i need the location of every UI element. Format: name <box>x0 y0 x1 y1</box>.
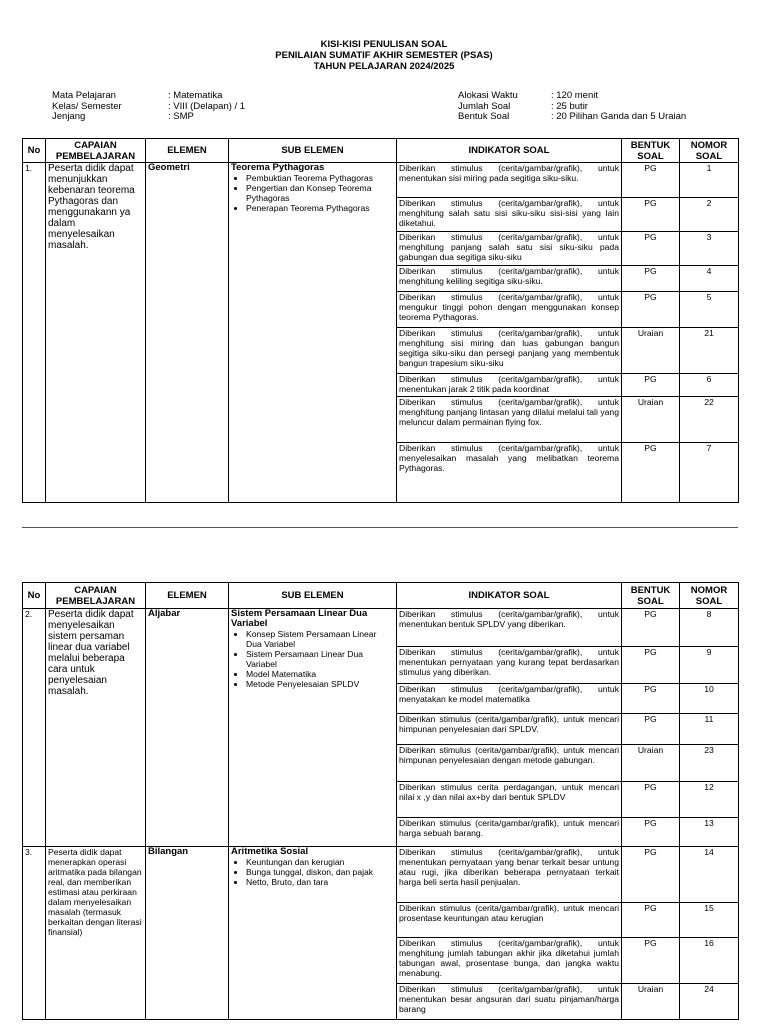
indikator-cell: Diberikan stimulus (cerita/gambar/grafik), untuk menghitung panjang lintasan yang dilalui melalui tali yang meluncur dalam permainan flying fox. <box>397 397 622 443</box>
meta-value: : 120 menit <box>551 90 598 101</box>
sub-elemen-title: Teorema Pythagoras <box>231 162 325 173</box>
elemen-cell: Bilangan <box>146 847 229 1020</box>
indikator-cell: Diberikan stimulus (cerita/gambar/grafik), untuk mengukur tinggi pohon dengan menggunakan konsep teorema Pythagoras. <box>397 292 622 328</box>
bentuk-cell: Uraian <box>622 745 680 782</box>
bentuk-cell: Uraian <box>622 984 680 1020</box>
bentuk-cell: PG <box>622 847 680 903</box>
list-item: • Pengertian dan Konsep Teorema Pythagoras <box>246 183 394 203</box>
capaian-cell: Peserta didik dapat menerapkan operasi aritmatika pada bilangan real, dan memberikan estimasi atau perkiraan dalam menyelesaikan masalah (termasuk berkaitan dengan literasi finansial) <box>46 847 146 1020</box>
indikator-cell: Diberikan stimulus (cerita/gambar/grafik), untuk menentukan besar angsuran dari suatu pinjaman/harga barang <box>397 984 622 1020</box>
nomor-cell: 16 <box>680 938 739 984</box>
table-row <box>23 847 739 903</box>
nomor-cell: 7 <box>680 443 739 503</box>
nomor-cell: 22 <box>680 397 739 443</box>
table-row <box>23 163 739 198</box>
nomor-cell: 4 <box>680 266 739 292</box>
page-divider <box>22 527 738 528</box>
list-item: • Bunga tunggal, diskon, dan pajak <box>246 867 394 877</box>
bentuk-cell: PG <box>622 374 680 397</box>
sub-elemen-title: Sistem Persamaan Linear Dua Variabel <box>231 608 368 629</box>
list-item: • Keuntungan dan kerugian <box>246 857 394 867</box>
sub-elemen-list <box>231 629 394 689</box>
col-bentuk: BENTUK SOAL <box>622 139 680 163</box>
col-no: No <box>23 583 46 609</box>
indikator-cell: Diberikan stimulus (cerita/gambar/grafik), untuk menghitung keliling segitiga siku-siku. <box>397 266 622 292</box>
indikator-cell: Diberikan stimulus (cerita/gambar/grafik), untuk menentukan bentuk SPLDV yang diberikan. <box>397 609 622 647</box>
bentuk-cell: PG <box>622 903 680 938</box>
indikator-cell: Diberikan stimulus cerita perdagangan, untuk mencari nilai x ,y dan nilai ax+by dari bentuk SPLDV <box>397 782 622 818</box>
nomor-cell: 11 <box>680 714 739 745</box>
meta-right <box>458 91 686 123</box>
bentuk-cell: PG <box>622 684 680 714</box>
col-no: No <box>23 139 46 163</box>
list-item: • Netto, Bruto, dan tara <box>246 877 394 887</box>
table-header <box>23 583 739 609</box>
nomor-cell: 14 <box>680 847 739 903</box>
nomor-cell: 5 <box>680 292 739 328</box>
nomor-cell: 10 <box>680 684 739 714</box>
indikator-cell: Diberikan stimulus (cerita/gambar/grafik), untuk mencari harga sebuah barang. <box>397 818 622 847</box>
col-nomor: NOMOR SOAL <box>680 583 739 609</box>
nomor-cell: 23 <box>680 745 739 782</box>
col-capaian: CAPAIAN PEMBELAJARAN <box>46 583 146 609</box>
sub-elemen-cell <box>229 847 397 1020</box>
bentuk-cell: PG <box>622 292 680 328</box>
table-row <box>23 609 739 647</box>
list-item: • Model Matematika <box>246 669 394 679</box>
list-item: • Metode Penyelesaian SPLDV <box>246 679 394 689</box>
col-indikator: INDIKATOR SOAL <box>397 139 622 163</box>
sub-elemen-cell <box>229 609 397 847</box>
bentuk-cell: PG <box>622 647 680 684</box>
kisi-table-2 <box>22 582 739 1020</box>
bentuk-cell: PG <box>622 198 680 232</box>
row-no: 1. <box>23 163 46 503</box>
nomor-cell: 1 <box>680 163 739 198</box>
list-item: • Pembuktian Teorema Pythagoras <box>246 173 394 183</box>
meta-value: : 20 Pilihan Ganda dan 5 Uraian <box>551 111 687 122</box>
elemen-cell: Aljabar <box>146 609 229 847</box>
indikator-cell: Diberikan stimulus (cerita/gambar/grafik), untuk menghitung panjang salah satu sisi siku-siku pada gabungan dua segitiga siku-siku <box>397 232 622 266</box>
sub-elemen-list <box>231 857 394 887</box>
doc-title-3: TAHUN PELAJARAN 2024/2025 <box>313 61 455 72</box>
bentuk-cell: PG <box>622 938 680 984</box>
col-bentuk: BENTUK SOAL <box>622 583 680 609</box>
meta-label: Jumlah Soal <box>458 100 511 112</box>
bentuk-cell: PG <box>622 232 680 266</box>
bentuk-cell: PG <box>622 163 680 198</box>
kisi-table-1 <box>22 138 739 503</box>
table-header <box>23 139 739 163</box>
col-indikator: INDIKATOR SOAL <box>397 583 622 609</box>
sub-elemen-cell <box>229 163 397 503</box>
col-nomor: NOMOR SOAL <box>680 139 739 163</box>
indikator-cell: Diberikan stimulus (cerita/gambar/grafik), untuk menghitung sisi miring dan luas gabungan bangun segitiga siku-siku dan persegi panjang yang membentuk bangun trapesium siku-siku <box>397 328 622 374</box>
col-capaian: CAPAIAN PEMBELAJARAN <box>46 139 146 163</box>
nomor-cell: 2 <box>680 198 739 232</box>
list-item: • Penerapan Teorema Pythagoras <box>246 203 394 213</box>
bentuk-cell: PG <box>622 818 680 847</box>
col-sub-elemen: SUB ELEMEN <box>229 583 397 609</box>
meta-value: : 25 butir <box>551 100 588 112</box>
indikator-cell: Diberikan stimulus (cerita/gambar/grafik), untuk menentukan jarak 2 titik pada koordinat <box>397 374 622 397</box>
meta-label: Kelas/ Semester <box>52 100 122 112</box>
indikator-cell: Diberikan stimulus (cerita/gambar/grafik), untuk menyatakan ke model matematika <box>397 684 622 714</box>
meta-label: Mata Pelajaran <box>52 90 116 101</box>
nomor-cell: 15 <box>680 903 739 938</box>
nomor-cell: 8 <box>680 609 739 647</box>
indikator-cell: Diberikan stimulus (cerita/gambar/grafik), untuk mencari himpunan penyelesaian dengan metode gabungan. <box>397 745 622 782</box>
list-item: • Konsep Sistem Persamaan Linear Dua Variabel <box>246 629 394 649</box>
doc-title-2: PENILAIAN SUMATIF AKHIR SEMESTER (PSAS) <box>275 50 493 61</box>
nomor-cell: 9 <box>680 647 739 684</box>
nomor-cell: 24 <box>680 984 739 1020</box>
row-no: 2. <box>23 609 46 847</box>
bentuk-cell: PG <box>622 714 680 745</box>
indikator-cell: Diberikan stimulus (cerita/gambar/grafik), untuk menentukan pernyataan yang kurang tepat berdasarkan stimulus yang diberikan. <box>397 647 622 684</box>
meta-left <box>52 91 245 123</box>
indikator-cell: Diberikan stimulus (cerita/gambar/grafik), untuk mencari himpunan penyelesaian dari SPLDV. <box>397 714 622 745</box>
nomor-cell: 3 <box>680 232 739 266</box>
list-item: • Sistem Persamaan Linear Dua Variabel <box>246 649 394 669</box>
nomor-cell: 21 <box>680 328 739 374</box>
capaian-cell: Peserta didik dapat menyelesaikan sistem persaman linear dua variabel melalui beberapa cara untuk penyelesaian masalah. <box>46 609 146 847</box>
meta-value: : Matematika <box>168 90 223 101</box>
meta-label: Bentuk Soal <box>458 111 510 122</box>
bentuk-cell: PG <box>622 266 680 292</box>
sub-elemen-title: Aritmetika Sosial <box>231 846 309 857</box>
nomor-cell: 6 <box>680 374 739 397</box>
bentuk-cell: PG <box>622 443 680 503</box>
indikator-cell: Diberikan stimulus (cerita/gambar/grafik), untuk menghitung salah satu sisi siku-siku sisi-sisi yang lain diketahui. <box>397 198 622 232</box>
meta-value: : SMP <box>168 111 194 122</box>
bentuk-cell: Uraian <box>622 397 680 443</box>
meta-label: Alokasi Waktu <box>458 90 518 101</box>
indikator-cell: Diberikan stimulus (cerita/gambar/grafik), untuk menghitung jumlah tabungan akhir jika diketahui jumlah tabungan awal, prosentase bunga, dan jangka waktu menabung. <box>397 938 622 984</box>
meta-label: Jenjang <box>52 111 86 122</box>
bentuk-cell: Uraian <box>622 328 680 374</box>
col-elemen: ELEMEN <box>146 583 229 609</box>
meta-value: : VIII (Delapan) / 1 <box>168 100 246 112</box>
nomor-cell: 12 <box>680 782 739 818</box>
col-elemen: ELEMEN <box>146 139 229 163</box>
col-sub-elemen: SUB ELEMEN <box>229 139 397 163</box>
sub-elemen-list <box>231 173 394 213</box>
indikator-cell: Diberikan stimulus (cerita/gambar/grafik), untuk menentukan sisi miring pada segitiga siku-siku. <box>397 163 622 198</box>
indikator-cell: Diberikan stimulus (cerita/gambar/grafik), untuk mencari prosentase keuntungan atau kerugian <box>397 903 622 938</box>
bentuk-cell: PG <box>622 609 680 647</box>
bentuk-cell: PG <box>622 782 680 818</box>
indikator-cell: Diberikan stimulus (cerita/gambar/grafik), untuk menyelesaikan masalah yang melibatkan teorema Pythagoras. <box>397 443 622 503</box>
nomor-cell: 13 <box>680 818 739 847</box>
indikator-cell: Diberikan stimulus (cerita/gambar/grafik), untuk menentukan pernyataan yang benar terkait besar untung atau rugi, jika diberikan beberapa pernyataan terkait harga beli serta hasil penjualan. <box>397 847 622 903</box>
row-no: 3. <box>23 847 46 1020</box>
capaian-cell: Peserta didik dapat menunjukkan kebenaran teorema Pythagoras dan menggunakann ya dalam menyelesaikan masalah. <box>46 163 146 503</box>
doc-title-1: KISI-KISI PENULISAN SOAL <box>320 39 448 50</box>
elemen-cell: Geometri <box>146 163 229 503</box>
